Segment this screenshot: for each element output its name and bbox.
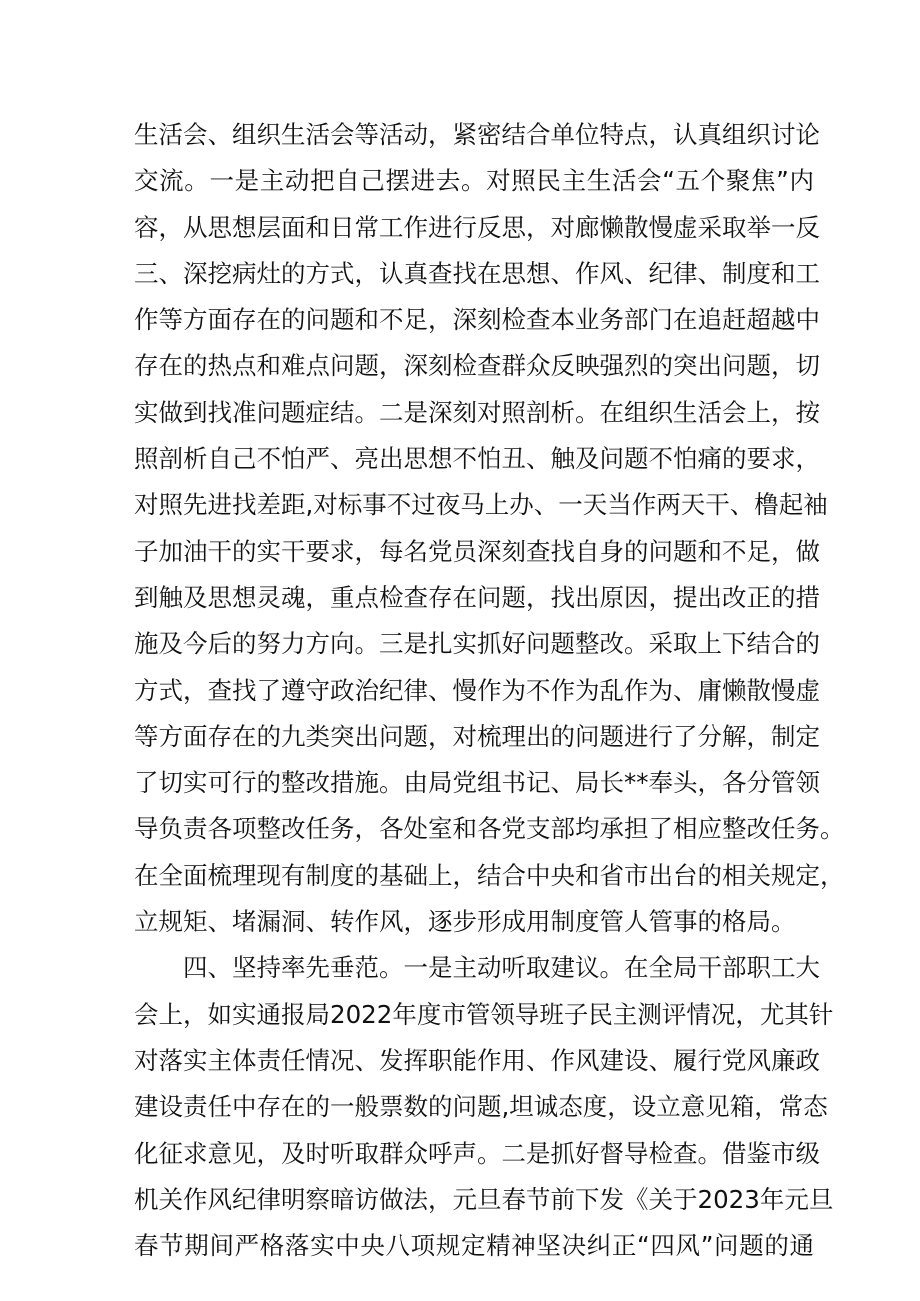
text-line-9: 对照先进找差距,对标事不过夜马上办、一天当作两天干、橹起袖 [134, 490, 828, 520]
text-line-17: 在全面梳理现有制度的基础上，结合中央和省市出台的相关规定， [134, 860, 845, 890]
text-line-24: 机关作风纪律明察暗访做法，元旦春节前下发《关于2023年元旦 [134, 1184, 834, 1214]
text-line-25: 春节期间严格落实中央八项规定精神坚决纠正“四风”问题的通 [134, 1231, 814, 1261]
text-line-15: 了切实可行的整改措施。由局党组书记、局长**奉头，各分管领 [134, 768, 820, 798]
text-line-2: 交流。一是主动把自己摆进去。对照民主生活会“五个聚焦”内 [134, 166, 814, 196]
text-line-18: 立规矩、堵漏洞、转作风，逐步形成用制度管人管事的格局。 [134, 907, 796, 937]
text-line-16: 导负责各项整改任务，各处室和各党支部均承担了相应整改任务。 [134, 814, 845, 844]
text-line-1: 生活会、组织生活会等活动，紧密结合单位特点，认真组织讨论 [134, 120, 820, 149]
text-line-5: 作等方面存在的问题和不足，深刻检查本业务部门在追赶超越中 [134, 305, 820, 335]
document-body [134, 112, 845, 1269]
text-line-14: 等方面存在的九类突出问题，对梳理出的问题进行了分解，制定 [134, 721, 820, 751]
text-line-7: 实做到找准问题症结。二是深刻对照剖析。在组织生活会上，按 [134, 397, 820, 427]
text-line-4: 三、深挖病灶的方式，认真查找在思想、作风、纪律、制度和工 [134, 258, 820, 288]
text-line-20: 会上，如实通报局2022年度市管领导班子民主测评情况，尤其针 [134, 999, 834, 1029]
text-line-8: 照剖析自己不怕严、亮出思想不怕丑、触及问题不怕痛的要求， [134, 444, 820, 474]
text-line-3: 容，从思想层面和日常工作进行反思，对廊懒散慢虚采取举一反 [134, 212, 820, 242]
text-line-21: 对落实主体责任情况、发挥职能作用、作风建设、履行党风廉政 [134, 1045, 820, 1075]
text-line-22: 建设责任中存在的一般票数的问题,坦诚态度，设立意见箱，常态 [134, 1092, 828, 1122]
text-line-6: 存在的热点和难点问题，深刻检查群众反映强烈的突出问题，切 [134, 351, 820, 381]
text-line-19: 四、坚持率先垂范。一是主动听取建议。在全局干部职工大 [183, 953, 820, 983]
text-line-10: 子加油干的实干要求，每名党员深刻查找自身的问题和不足，做 [134, 536, 820, 566]
text-line-11: 到触及思想灵魂，重点检查存在问题，找出原因，提出改正的措 [134, 582, 820, 612]
text-line-13: 方式，查找了遵守政治纪律、慢作为不作为乱作为、庸懒散慢虚 [134, 675, 820, 705]
text-line-12: 施及今后的努力方向。三是扎实抓好问题整改。采取上下结合的 [134, 629, 820, 659]
text-line-23: 化征求意见，及时听取群众呼声。二是抓好督导检查。借鉴市级 [134, 1138, 820, 1168]
